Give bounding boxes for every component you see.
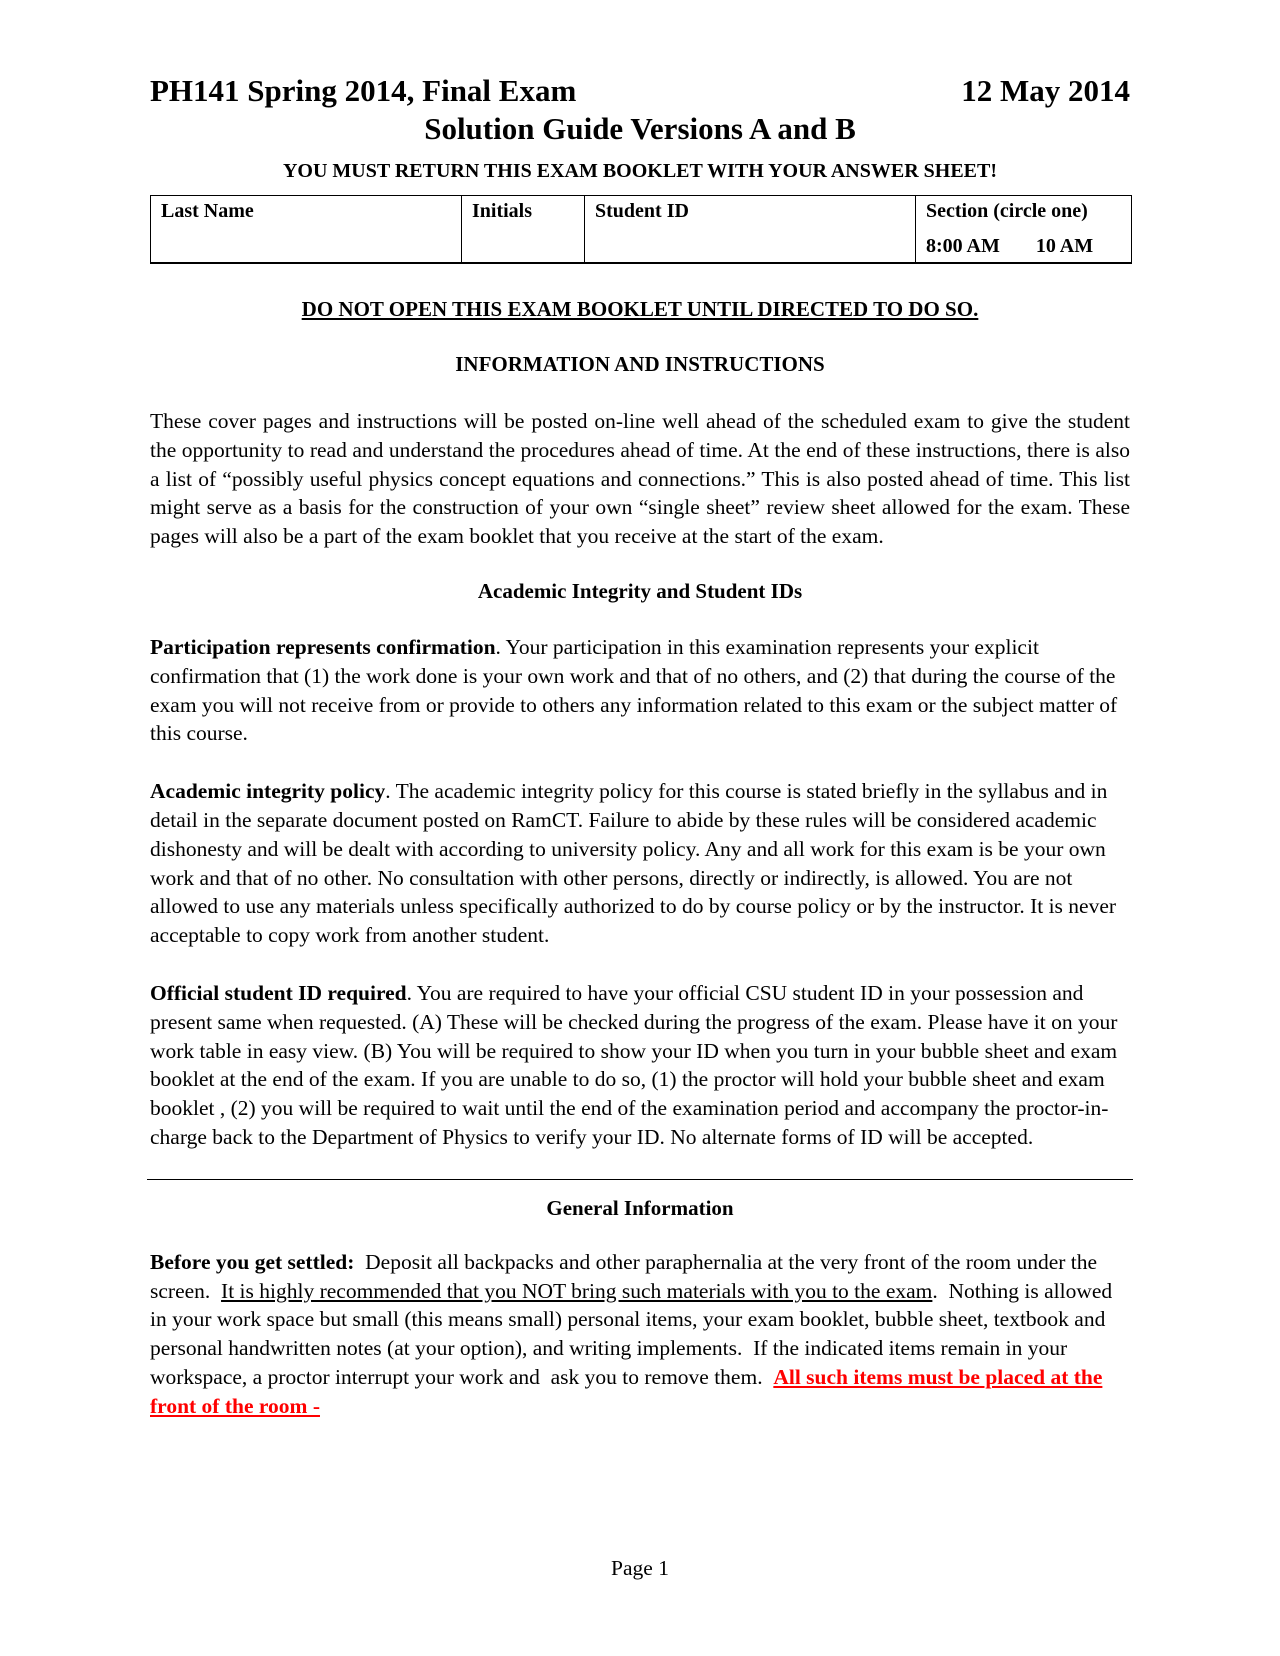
student-id-lead: Official student ID required xyxy=(150,980,407,1005)
page-number: Page 1 xyxy=(611,1556,669,1580)
settled-paragraph xyxy=(150,1248,1130,1421)
exam-subtitle: Solution Guide Versions A and B xyxy=(424,111,856,146)
page-content xyxy=(150,72,1130,1421)
title-row xyxy=(150,72,1130,110)
student-id-text: . You are required to have your official CSU student ID in your possession and present same when requested. (A) These will be checked during the progress of the exam. Please have it on your work table in easy view. (B) You will be required to show your ID when you turn in your bubble sheet and exam booklet at the end of the exam. If you are unable to do so, (1) the proctor will hold your bubble sheet and exam booklet , (2) you will be required to wait until the end of the examination period and accompany the proctor-in-charge back to the Department of Physics to verify your ID. No alternate forms of ID will be accepted. xyxy=(150,980,1118,1149)
participation-lead: Participation represents confirmation xyxy=(150,634,496,659)
policy-text: . The academic integrity policy for this course is stated briefly in the syllabus and in detail in the separate document posted on RamCT. Failure to abide by these rules will be considered academic dishonesty and will be dealt with according to university policy. Any and all work for this exam is be your own work and that of no other. No consultation with other persons, directly or indirectly, is allowed. You are not allowed to use any materials unless specifically authorized to do by course policy or by the instructor. It is never acceptable to copy work from another student. xyxy=(150,779,1117,948)
exam-date: 12 May 2014 xyxy=(961,73,1130,108)
settled-text-a: Deposit all backpacks and other paraphernalia at the very front of the room under the screen. xyxy=(150,1249,1103,1303)
policy-lead: Academic integrity policy xyxy=(150,779,386,804)
section-options xyxy=(926,235,1121,258)
section-8am[interactable]: 8:00 AM xyxy=(926,235,1000,257)
initials-label: Initials xyxy=(472,200,533,222)
section-divider xyxy=(147,1179,1133,1180)
settled-text-b: . Nothing is allowed in your work space but small (this means small) personal items, your exam booklet, bubble sheet, textbook and personal handwritten notes (at your option), and writing implements. If the indicated items remain in your workspace, a proctor interrupt your work and ask you to remove them. xyxy=(150,1278,1118,1389)
last-name-field[interactable] xyxy=(151,196,462,264)
student-id-paragraph xyxy=(150,979,1130,1152)
settled-warning: All such items must be placed at the front of the room - xyxy=(150,1364,1103,1418)
section-field[interactable] xyxy=(916,196,1132,264)
last-name-label: Last Name xyxy=(161,200,254,222)
policy-paragraph xyxy=(150,777,1130,950)
settled-recommendation: It is highly recommended that you NOT bring such materials with you to the exam xyxy=(221,1278,933,1303)
return-notice: YOU MUST RETURN THIS EXAM BOOKLET WITH YOUR ANSWER SHEET! xyxy=(282,160,998,182)
academic-heading: Academic Integrity and Student IDs xyxy=(477,578,803,603)
info-heading: INFORMATION AND INSTRUCTIONS xyxy=(455,352,825,376)
initials-field[interactable] xyxy=(462,196,585,264)
exam-title: PH141 Spring 2014, Final Exam xyxy=(150,73,577,108)
section-10am[interactable]: 10 AM xyxy=(1035,235,1094,257)
intro-paragraph: These cover pages and instructions will be posted on-line well ahead of the scheduled exam to give the student the opportunity to read and understand the procedures ahead of time. At the end of these instructions, there is also a list of “possibly useful physics concept equations and connections.” This is also posted ahead of time. This list might serve as a basis for the construction of your own “single sheet” review sheet allowed for the exam. These pages will also be a part of the exam booklet that you receive at the start of the exam. xyxy=(150,409,1130,549)
do-not-open-notice: DO NOT OPEN THIS EXAM BOOKLET UNTIL DIRECTED TO DO SO. xyxy=(301,297,979,321)
participation-paragraph xyxy=(150,633,1130,748)
general-heading: General Information xyxy=(546,1195,734,1220)
section-label: Section (circle one) xyxy=(926,200,1088,222)
student-info-table xyxy=(150,195,1132,264)
participation-text: . Your participation in this examination represents your explicit confirmation that (1) the work done is your own work and that of no others, and (2) that during the course of the exam you will not receive from or provide to others any information related to this exam or the subject matter of this course. xyxy=(150,634,1118,746)
student-id-label: Student ID xyxy=(595,200,689,222)
student-id-field[interactable] xyxy=(585,196,916,264)
settled-lead: Before you get settled: xyxy=(150,1249,355,1274)
